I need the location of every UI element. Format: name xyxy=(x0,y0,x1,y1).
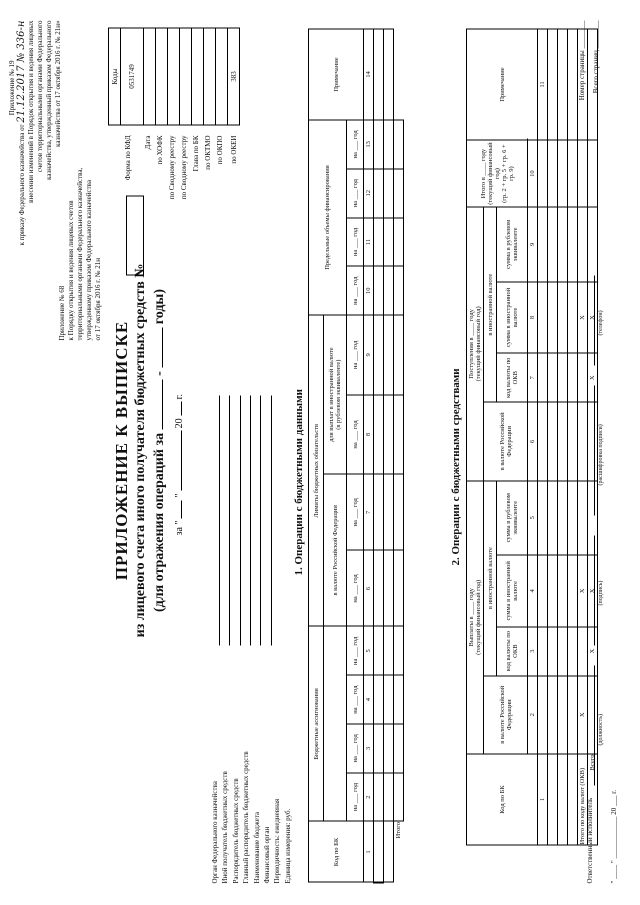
s1-col-num: 7 xyxy=(364,474,374,550)
code-label-okpo: по ОКПО xyxy=(216,135,224,164)
s2-vypl-sum-rub: сумма в рублевом эквиваленте xyxy=(497,480,528,554)
appendix-68-line: Приложение № 68 xyxy=(58,285,66,340)
s2-col-num: 4 xyxy=(528,554,538,626)
god-label: год xyxy=(351,227,359,237)
sig-post-line xyxy=(594,665,595,785)
na-label: на xyxy=(351,706,359,714)
s2-post-label: Поступления в xyxy=(468,336,475,379)
codes-header: Коды xyxy=(109,28,121,125)
appendix-19-header xyxy=(8,20,63,380)
sig-decode-caption: (расшифровка подписи) xyxy=(598,423,604,485)
s2-vypl-label: Выплаты в xyxy=(468,615,475,647)
s1-year-cell: на ___ год xyxy=(347,724,364,773)
responsible-label: Ответственный исполнитель xyxy=(586,797,594,883)
god-label: год xyxy=(351,685,359,694)
s1-year-cell: на ___ год xyxy=(347,772,364,821)
footer-date-year: 20 xyxy=(610,807,618,815)
meta-budget: Наименование бюджета xyxy=(252,811,261,883)
s2-post-code: код валюты по ОКВ xyxy=(497,353,528,402)
s2-col-vypl: Выплаты в ____ году (текущий финансовый год) xyxy=(467,480,484,753)
god-label: год xyxy=(351,419,359,429)
footer-date-prefix: " xyxy=(610,880,618,883)
sig-sign-caption: (подпись) xyxy=(598,580,604,605)
code-label-hofk: по ХОФК xyxy=(156,135,164,165)
appendix-19-line: счетов территориальными органами Федерального xyxy=(36,20,44,172)
code-glava-cell xyxy=(192,28,204,125)
code-reestr-cell-2 xyxy=(180,28,192,125)
pages-total-label: Всего страниц xyxy=(592,49,600,93)
page-number-label: Номер страницы xyxy=(578,49,586,100)
date-suffix: г. xyxy=(174,393,185,399)
s2-post-sum-fx: сумма в иностранной валюте xyxy=(497,281,528,353)
section-1-table xyxy=(308,28,404,883)
na-label: на xyxy=(351,362,359,369)
s1-col-num: 2 xyxy=(364,772,374,821)
s2-itogo-sub: (текущий финансовый год) xyxy=(486,141,501,205)
page-number: Номер страницы ________ xyxy=(578,20,586,100)
s2-vypl-sum-fx: сумма в иностранной валюте xyxy=(497,554,528,626)
meta-fill-line xyxy=(271,395,272,645)
s1-limits-rub: в валюте Российской Федерации xyxy=(324,474,347,626)
s1-col-pred: Предельные объемы финансирования xyxy=(309,120,347,315)
appendix-68-line: от 17 октября 2016 г. № 21н xyxy=(94,257,102,340)
meta-fill-line xyxy=(219,395,220,645)
s2-x-mark: X xyxy=(588,353,598,402)
s2-col-num: 11 xyxy=(538,29,548,140)
s2-x-mark: X xyxy=(578,281,588,353)
appendix-68-line: утвержденному приказом Федерального казначейства xyxy=(85,179,93,340)
footer-date-mid: " xyxy=(610,859,618,863)
sig-post-caption: (должность) xyxy=(598,713,604,745)
code-date-cell xyxy=(144,28,156,125)
s2-vypl-sub: (текущий финансовый год) xyxy=(475,579,482,655)
s1-year-cell: на ___ год xyxy=(347,550,364,626)
god-label: год xyxy=(351,276,359,285)
s1-year-cell: на ___ год xyxy=(347,626,364,675)
code-label-oktmo: по ОКТМО xyxy=(204,135,212,170)
meta-distributor: Распорядитель бюджетных средств xyxy=(231,777,240,883)
code-label-reestr-2: по Сводному реестру xyxy=(180,135,188,199)
s2-col-num: 10 xyxy=(528,140,538,207)
code-label-form: Форма по КФД xyxy=(124,135,132,180)
code-oktmo-cell xyxy=(204,28,216,125)
god-label: год xyxy=(351,733,359,743)
code-label-reestr-1: по Сводному реестру xyxy=(168,135,176,199)
s2-vypl-code: код валюты по ОКВ xyxy=(497,626,528,675)
s1-year-cell: на ___ год xyxy=(347,474,364,550)
s2-col-num: 8 xyxy=(528,281,538,353)
s2-col-itogo: Итого в ____ году (текущий финансовый год) (гр. 2 + гр. 5 + гр. 6 + гр. 9) xyxy=(467,140,528,207)
s2-vypl-fx: в иностранной валюте xyxy=(484,480,497,675)
s2-post-year: году xyxy=(468,308,475,321)
s2-col-num: 6 xyxy=(528,402,538,480)
s2-data-row xyxy=(568,754,578,845)
code-okpo-cell xyxy=(216,28,228,125)
s1-col-limits: Лимиты бюджетных обязательств xyxy=(309,315,324,626)
god-label: год xyxy=(351,497,359,507)
meta-main-distributor: Главный распорядитель бюджетных средств xyxy=(242,750,251,883)
s1-col-num: 14 xyxy=(364,29,374,120)
s1-limits-fx-label: для выплат в иностранной валюте xyxy=(328,346,335,442)
appendix-68-line: территориальными органами Федерального казначейства, xyxy=(76,167,84,340)
s2-col-note: Примечание xyxy=(467,29,538,140)
s1-year-cell: на ___ год xyxy=(347,315,364,395)
meta-org: Орган Федерального казначейства xyxy=(211,780,219,883)
date-prefix: за " xyxy=(174,520,185,535)
pages-total: Всего страниц ________ xyxy=(592,20,600,93)
meta-unit: Единица измерения: руб. xyxy=(283,808,292,883)
sig-phone-line xyxy=(594,275,595,365)
s2-post-rub: в валюте Российской Федерации xyxy=(484,402,528,480)
meta-recipient: Иной получатель бюджетных средств xyxy=(221,770,230,883)
s1-col-num: 8 xyxy=(364,394,374,474)
s1-col-num: 4 xyxy=(364,675,374,724)
god-label: год xyxy=(351,178,359,188)
s1-col-note: Примечание xyxy=(309,29,364,120)
appendix-19-line xyxy=(17,20,27,380)
s2-col-num: 5 xyxy=(528,480,538,554)
handwritten-order-number: 21.12.2017 № 336-н xyxy=(16,20,27,123)
document-subtitle-2: (для отражения операций за - годы) xyxy=(152,288,167,612)
code-label-glava: Глава по БК xyxy=(192,135,200,171)
s1-col-num: 13 xyxy=(364,120,374,169)
meta-fill-line xyxy=(240,395,241,645)
code-reestr-cell-1 xyxy=(168,28,180,125)
s2-post-fx: в иностранной валюте xyxy=(484,207,497,402)
na-label: на xyxy=(351,200,359,207)
s2-total-code: Итого по коду валют (ОКВ) xyxy=(578,754,588,845)
code-hofk-cell xyxy=(156,28,168,125)
s2-vypl-year: году xyxy=(468,587,475,600)
section-1-title: 1. Операции с бюджетными данными xyxy=(293,388,305,575)
s1-year-cell: на ___ год xyxy=(347,394,364,474)
na-label: на xyxy=(351,595,359,603)
na-label: на xyxy=(351,804,359,811)
period-text: (для отражения операций за xyxy=(152,432,167,612)
s1-total-label: Итого xyxy=(395,821,403,838)
meta-periodicity: Периодичность: ежедневная xyxy=(273,798,282,883)
document-meta xyxy=(210,653,293,883)
s2-x-mark: X xyxy=(588,626,598,675)
s2-col-num: 7 xyxy=(528,353,538,402)
code-okei: 383 xyxy=(228,28,240,125)
footer-date: " ____ " ____________ 20 ___ г. xyxy=(610,789,618,883)
subtitle-text: из лицевого счета иного получателя бюджетных средств № xyxy=(133,263,148,637)
god-label: год xyxy=(351,129,359,139)
god-label: год xyxy=(351,782,359,792)
s2-col-num: 9 xyxy=(528,207,538,281)
statement-date xyxy=(174,393,185,535)
s1-col-num: 12 xyxy=(364,168,374,217)
s1-year-cell: на ___ год xyxy=(347,675,364,724)
code-label-okei: по ОКЕИ xyxy=(230,135,238,164)
appendix-19-line: казначейства от 17 октября 2016 г. № 21н» xyxy=(54,20,62,147)
meta-fill-line xyxy=(250,395,251,645)
na-label: на xyxy=(351,441,359,449)
s2-x-mark: X xyxy=(578,554,588,626)
na-label: на xyxy=(351,658,359,665)
period-years: годы) xyxy=(152,288,167,324)
s2-data-row xyxy=(558,754,568,845)
codes-table xyxy=(108,27,240,125)
appendix-19-line: внесении изменений в Порядок открытия и ведения лицевых xyxy=(27,20,35,203)
s2-itogo-label: Итого в xyxy=(479,176,487,198)
appendix-19-line: казначейства, утвержденный приказом Федерального xyxy=(45,20,53,180)
s1-col-kbk: Код по БК xyxy=(309,821,364,882)
s2-post-sum-rub: сумма в рублевом эквиваленте xyxy=(497,207,528,281)
s1-year-cell: на ___ год xyxy=(347,217,364,266)
s1-col-num: 9 xyxy=(364,315,374,395)
s1-limits-fx xyxy=(324,315,347,474)
s1-col-num: 11 xyxy=(364,217,374,266)
na-label: на xyxy=(351,249,359,256)
s2-x-mark: X xyxy=(588,281,598,353)
section-2-title: 2. Операции с бюджетными средствами xyxy=(450,367,462,565)
na-label: на xyxy=(351,297,359,305)
s2-data-row xyxy=(548,754,558,845)
appendix-19-line: Приложение № 19 xyxy=(8,60,16,115)
s1-data-row xyxy=(384,821,394,882)
s2-itogo-formula: (гр. 2 + гр. 5 + гр. 6 + гр. 9) xyxy=(500,143,515,203)
s2-col-kbk: Код по БК xyxy=(467,754,538,845)
meta-fill-line xyxy=(229,395,230,645)
s1-col-num: 3 xyxy=(364,724,374,773)
s1-budget-empty xyxy=(324,626,347,821)
date-year: 20 xyxy=(174,417,185,428)
s2-col-post: Поступления в ____ году (текущий финансовый год) xyxy=(467,207,484,480)
s1-year-cell: на ___ год xyxy=(347,266,364,315)
na-label: на xyxy=(351,755,359,762)
s1-col-num: 5 xyxy=(364,626,374,675)
s1-col-num: 10 xyxy=(364,266,374,315)
god-label: год xyxy=(351,573,359,583)
na-label: на xyxy=(351,151,359,159)
s1-limits-fx-sub: (в рублевом эквиваленте) xyxy=(335,359,342,430)
s2-col-num: 3 xyxy=(528,626,538,675)
s1-data-row xyxy=(374,821,384,882)
code-form: 0531749 xyxy=(121,28,144,125)
document-title: ПРИЛОЖЕНИЕ К ВЫПИСКЕ xyxy=(112,320,131,580)
sig-decode-line xyxy=(594,385,595,515)
footer-date-suffix: г. xyxy=(610,789,618,794)
s2-x-mark: X xyxy=(588,554,598,626)
date-mid: " xyxy=(174,492,185,498)
appendix-68-line: к Порядку открытия и ведения лицевых счетов xyxy=(67,199,75,340)
s2-x-mark: X xyxy=(578,675,588,753)
s2-col-num: 2 xyxy=(528,675,538,753)
s2-post-sub: (текущий финансовый год) xyxy=(475,305,482,381)
code-label-date: Дата xyxy=(144,135,152,149)
s1-col-num: 6 xyxy=(364,550,374,626)
s2-vypl-rub: в валюте Российской Федерации xyxy=(484,675,528,753)
appendix-19-order-text: к приказу Федерального казначейства от xyxy=(18,123,26,245)
s2-itogo-year: году xyxy=(479,148,487,161)
god-label: год xyxy=(351,340,359,350)
appendix-68-header xyxy=(58,90,103,340)
god-label: год xyxy=(351,636,359,646)
s1-col-budget: Бюджетные ассигнования xyxy=(309,626,324,821)
s2-total-all: Всего xyxy=(588,754,598,845)
s2-col-num: 1 xyxy=(538,754,548,845)
section-2-table xyxy=(466,28,598,845)
s1-year-cell: на ___ год xyxy=(347,120,364,169)
meta-fin-body: Финансовый орган xyxy=(263,826,272,883)
s1-col-num: 1 xyxy=(364,821,374,882)
s1-year-cell: на ___ год xyxy=(347,168,364,217)
meta-fill-line xyxy=(260,395,261,645)
sig-sign-line xyxy=(594,535,595,645)
na-label: на xyxy=(351,519,359,526)
sig-phone-caption: (телефон) xyxy=(598,309,604,335)
